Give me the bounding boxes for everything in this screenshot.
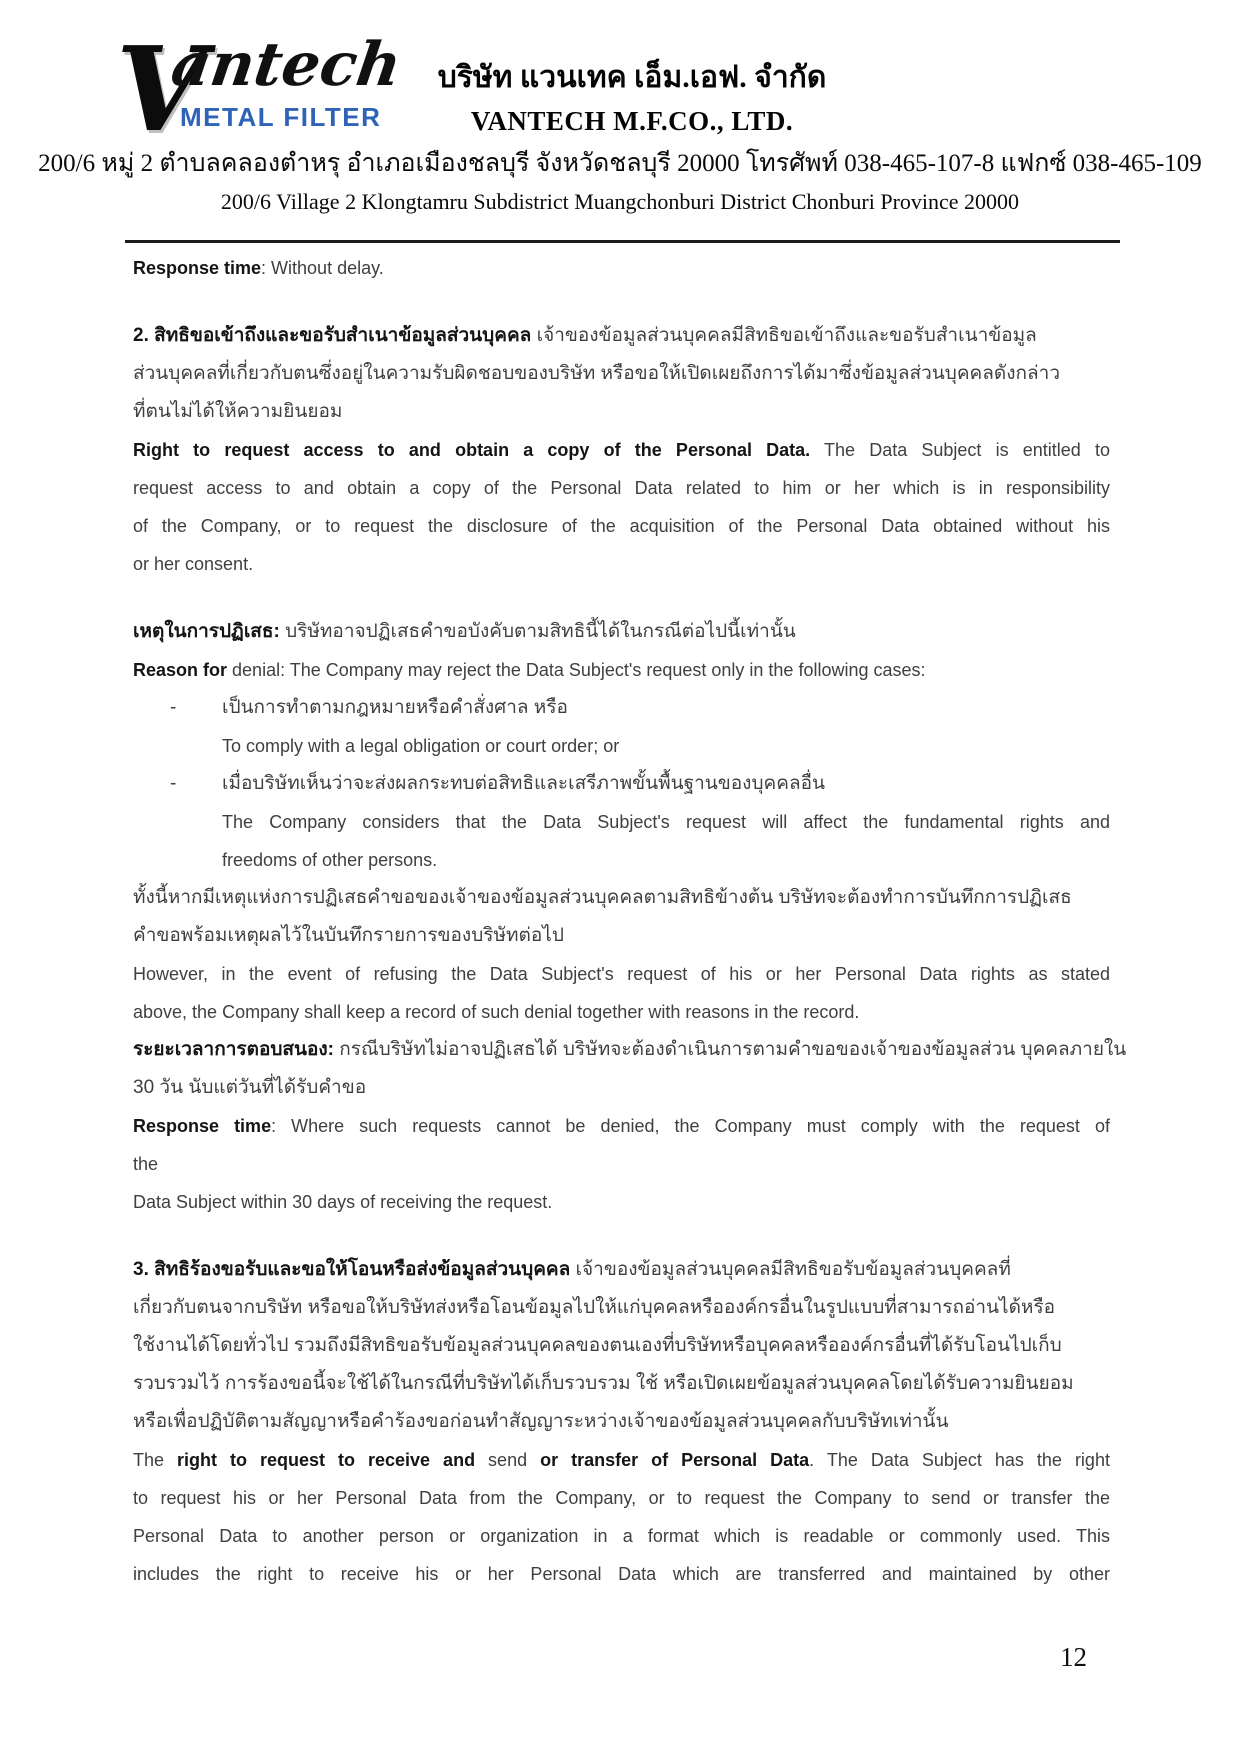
bold-run: or transfer of Personal Data [540, 1450, 810, 1470]
text-run: บริษัทอาจปฏิเสธคำขอบังคับตามสิทธินี้ได้ในกรณีต่อไปนี้เท่านั้น [279, 621, 796, 642]
text-line [133, 1479, 1110, 1517]
text-run: หรือเพื่อปฏิบัติตามสัญญาหรือคำร้องขอก่อนทำสัญญาระหว่างเจ้าของข้อมูลส่วนบุคคลกับบริษัทเท่านั้น [133, 1411, 949, 1432]
text-run: The Company considers that the Data Subject's request will affect the fundamental rights and [222, 812, 1110, 832]
text-run: เจ้าของข้อมูลส่วนบุคคลมีสิทธิขอเข้าถึงและขอรับสำเนาข้อมูล [531, 325, 1037, 346]
text-run: above, the Company shall keep a record of such denial together with reasons in the record. [133, 1002, 860, 1022]
text-run: Personal Data to another person or organization in a format which is readable or commonly used. This [133, 1526, 1110, 1546]
header-divider [125, 240, 1120, 243]
text-line [133, 1403, 1110, 1441]
text-line [133, 1145, 1110, 1183]
section-2-heading-line [133, 317, 1110, 355]
text-line [133, 955, 1110, 993]
response-time-line [133, 249, 1110, 287]
bold-run: เหตุในการปฏิเสธ: [133, 621, 280, 642]
bold-run: ระยะเวลาการตอบสนอง: [133, 1039, 335, 1060]
text-run: to request his or her Personal Data from the Company, or to request the Company to send or transfer the [133, 1488, 1110, 1508]
bullet-marker: - [170, 773, 177, 794]
document-body [133, 243, 1127, 1593]
text-run: However, in the event of refusing the Data Subject's request of his or her Personal Data rights as stated [133, 964, 1110, 984]
text-run: The Data Subject is entitled to [810, 440, 1110, 460]
logo-v-letter: V [116, 22, 207, 158]
text-run: เกี่ยวกับตนจากบริษัท หรือขอให้บริษัทส่งหรือโอนข้อมูลไปให้แก่บุคคลหรือองค์กรอื่นในรูปแบบที่สามารถอ่านได้หรือ [133, 1297, 1056, 1318]
logo-script-text: antech [167, 30, 406, 100]
text-line [133, 1517, 1110, 1555]
text-run: or her consent. [133, 554, 254, 574]
text-run: ทั้งนี้หากมีเหตุแห่งการปฏิเสธคำขอของเจ้าของข้อมูลส่วนบุคคลตามสิทธิข้างต้น บริษัทจะต้องทำการบันทึกการปฏิเสธ [133, 887, 1072, 908]
response-period-heading-line [133, 1031, 1127, 1069]
text-run: denial: The Company may reject the Data Subject's request only in the following cases: [227, 660, 926, 680]
text-run: includes the right to receive his or her Personal Data which are transferred and maintained by other [133, 1564, 1110, 1584]
bold-run: right to request to receive and [177, 1450, 476, 1470]
text-line [133, 1555, 1110, 1593]
text-run: คำขอพร้อมเหตุผลไว้ในบันทึกรายการของบริษัทต่อไป [133, 925, 564, 946]
text-line [133, 469, 1110, 507]
text-line [133, 1069, 1110, 1107]
text-run: . The Data Subject has the right [809, 1450, 1110, 1470]
text-line [133, 917, 1110, 955]
text-line [133, 689, 1110, 727]
text-run: of the Company, or to request the disclosure of the acquisition of the Personal Data obtained without his [133, 516, 1110, 536]
text-line [133, 841, 1110, 879]
bold-run: Reason for [133, 660, 228, 680]
text-run: 30 วัน นับแต่วันที่ได้รับคำขอ [133, 1077, 367, 1098]
text-run: : Without delay. [261, 258, 384, 278]
text-line [133, 507, 1110, 545]
text-line [133, 1183, 1110, 1221]
text-run: รวบรวมไว้ การร้องขอนี้จะใช้ได้ในกรณีที่บริษัทได้เก็บรวบรวม ใช้ หรือเปิดเผยข้อมูลส่วนบุคคลโดยได้รับความยินยอม [133, 1373, 1074, 1394]
text-run: เจ้าของข้อมูลส่วนบุคคลมีสิทธิขอรับข้อมูลส่วนบุคคลที่ [570, 1259, 1011, 1280]
text-run: ส่วนบุคคลที่เกี่ยวกับตนซึ่งอยู่ในความรับผิดชอบของบริษัท หรือขอให้เปิดเผยถึงการได้มาซึ่งข้อมูลส่วนบุคคลดังกล่าว [133, 363, 1060, 384]
text-line [133, 1107, 1110, 1145]
logo-tagline: METAL FILTER [180, 102, 382, 132]
section-3-heading-line [133, 1251, 1110, 1289]
text-run: : Where such requests cannot be denied, the Company must comply with the request of [271, 1116, 1110, 1136]
text-line [133, 651, 1110, 689]
text-line [133, 1365, 1110, 1403]
text-run: เมื่อบริษัทเห็นว่าจะส่งผลกระทบต่อสิทธิและเสรีภาพขั้นพื้นฐานของบุคคลอื่น [222, 773, 825, 794]
bold-run: Response time [133, 258, 262, 278]
text-line [133, 1441, 1110, 1479]
text-run: To comply with a legal obligation or court order; or [222, 736, 620, 756]
text-run: ใช้งานได้โดยทั่วไป รวมถึงมีสิทธิขอรับข้อมูลส่วนบุคคลของตนเองที่บริษัทหรือบุคคลหรือองค์กรอื่นที่ได้รับโอนไปเก็บ [133, 1335, 1062, 1356]
text-line [133, 545, 1110, 583]
company-address-english: 200/6 Village 2 Klongtamru Subdistrict Muangchonburi District Chonburi Province 20000 [220, 189, 1020, 214]
text-run: The [133, 1450, 178, 1470]
bold-run: Response time [133, 1116, 272, 1136]
text-line [133, 993, 1110, 1031]
bullet-marker: - [170, 697, 177, 718]
text-line [133, 355, 1110, 393]
text-run: the [133, 1154, 159, 1174]
bold-run: 3. สิทธิร้องขอรับและขอให้โอนหรือส่งข้อมูลส่วนบุคคล [133, 1259, 571, 1280]
reason-denial-heading-line [133, 613, 1110, 651]
text-line [133, 431, 1110, 469]
text-run: กรณีบริษัทไม่อาจปฏิเสธได้ บริษัทจะต้องดำเนินการตามคำขอของเจ้าของข้อมูลส่วน บุคคลภายใน [334, 1039, 1127, 1060]
text-line [133, 393, 1110, 431]
text-run: send [475, 1450, 541, 1470]
text-line [133, 879, 1110, 917]
text-run: เป็นการทำตามกฎหมายหรือคำสั่งศาล หรือ [222, 697, 568, 718]
company-name-thai: บริษัท แวนเทค เอ็ม.เอฟ. จำกัด [437, 61, 827, 94]
bold-run: 2. สิทธิขอเข้าถึงและขอรับสำเนาข้อมูลส่วนบุคคล [133, 325, 532, 346]
text-run: freedoms of other persons. [222, 850, 438, 870]
text-line [133, 1327, 1110, 1365]
text-line [133, 1289, 1110, 1327]
text-run: request access to and obtain a copy of the Personal Data related to him or her which is in responsibility [133, 478, 1110, 498]
text-run: Data Subject within 30 days of receiving the request. [133, 1192, 553, 1212]
page-number: 12 [1060, 1642, 1087, 1672]
company-address-thai: 200/6 หมู่ 2 ตำบลคลองตำหรุ อำเภอเมืองชลบุรี จังหวัดชลบุรี 20000 โทรศัพท์ 038-465-107-8 แฟกซ์ 038-465-109 [38, 150, 1202, 177]
company-logo [116, 22, 406, 158]
text-line [133, 727, 1110, 765]
bold-run: Right to request access to and obtain a copy of the Personal Data. [133, 440, 811, 460]
text-run: ที่ตนไม่ได้ให้ความยินยอม [133, 401, 343, 422]
document-header [0, 0, 1240, 243]
company-name-english: VANTECH M.F.CO., LTD. [470, 106, 794, 136]
text-line [133, 765, 1110, 803]
text-line [133, 803, 1110, 841]
